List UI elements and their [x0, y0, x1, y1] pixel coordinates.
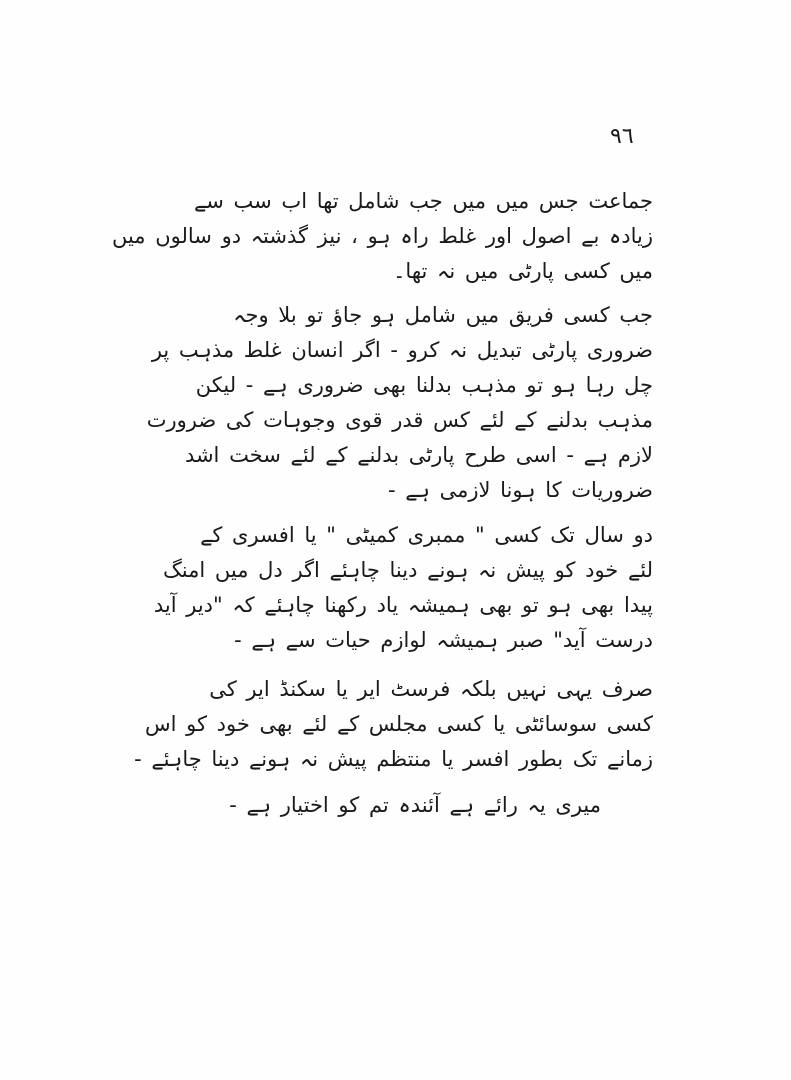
paragraph-closing-opinion [131, 788, 601, 823]
text-line: جماعت جس میں میں جب شامل تھا اب سب سے [193, 189, 653, 213]
text-line: صرف یہی نہیں بلکہ فرسٹ ایر یا سکنڈ ایر کی [209, 677, 653, 701]
page-number: ٩٦ [610, 124, 634, 149]
text-line: جب کسی فریق میں شامل ہو جاؤ تو بلا وجہ [233, 303, 653, 327]
paragraph-party-membership [111, 184, 653, 289]
text-line: میری یہ رائے ہے آئندہ تم کو اختیار ہے - [229, 793, 601, 817]
text-line: ضروریات کا ہونا لازمی ہے - [388, 478, 653, 502]
paragraph-committee-membership [133, 518, 653, 658]
text-line: لازم ہے - اسی طرح پارٹی بدلنے کے لئے سخت اشد [184, 443, 653, 467]
text-line: میں کسی پارٹی میں نہ تھا۔ [393, 259, 653, 283]
text-line: پیدا بھی ہو تو بھی ہمیشہ یاد رکھنا چاہئے کہ "دیر آید [153, 593, 653, 617]
text-line: زمانے تک بطور افسر یا منتظم پیش نہ ہونے دینا چاہئے - [134, 747, 653, 771]
paragraph-changing-party [133, 298, 653, 508]
text-line: چل رہا ہو تو مذہب بدلنا بھی ضروری ہے - لیکن [195, 373, 653, 397]
text-line: زیادہ بے اصول اور غلط راہ ہو ، نیز گذشتہ دو سالوں میں [111, 224, 653, 248]
text-line: دو سال تک کسی " ممبری کمیٹی " یا افسری کے [200, 523, 653, 547]
text-line: مذہب بدلنے کے لئے کس قدر قوی وجوہات کی ضرورت [146, 408, 653, 432]
text-line: لئے خود کو پیش نہ ہونے دینا چاہئے اگر دل میں امنگ [163, 558, 653, 582]
text-line: کسی سوسائٹی یا کسی مجلس کے لئے بھی خود کو اس [145, 712, 653, 736]
paragraph-society-office [133, 672, 653, 777]
text-line: درست آید" صبر ہمیشہ لوازم حیات سے ہے - [234, 628, 653, 652]
text-line: ضروری پارٹی تبدیل نہ کرو - اگر انسان غلط مذہب پر [151, 338, 653, 362]
